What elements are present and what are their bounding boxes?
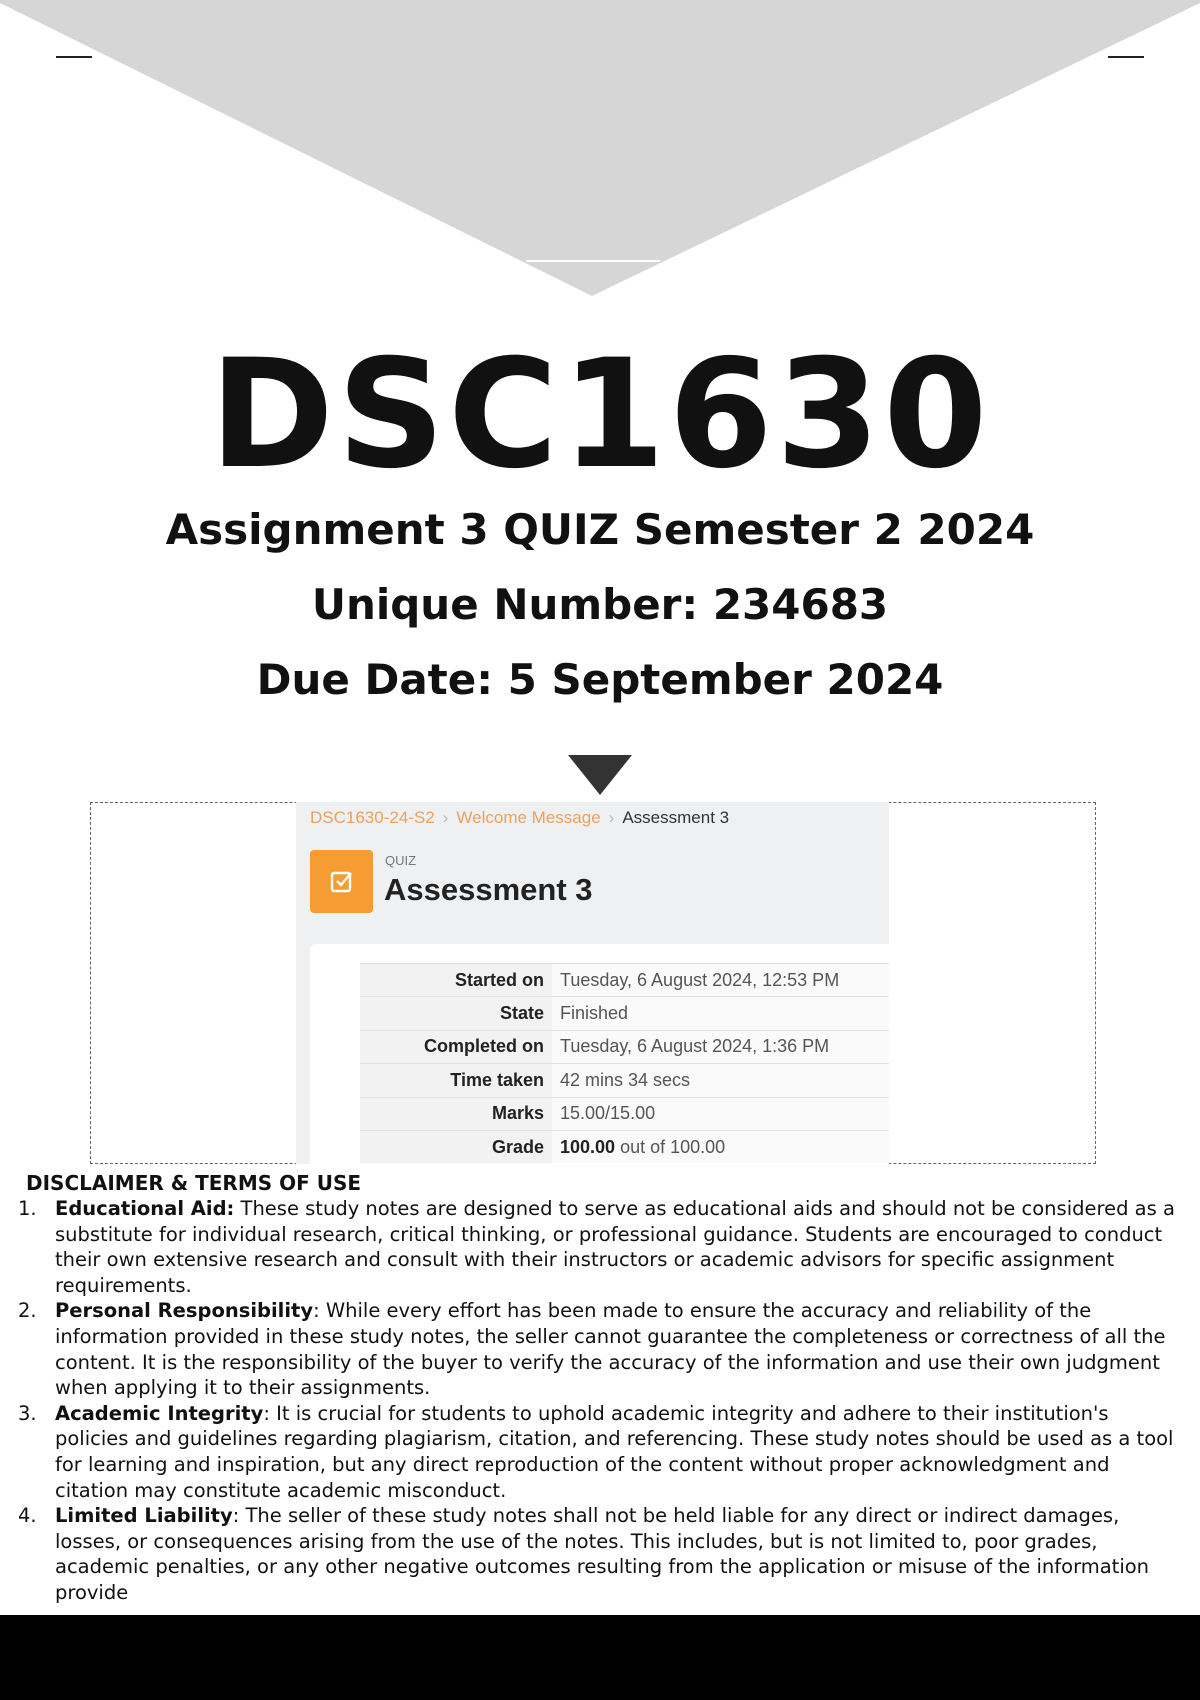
item-title: Limited Liability: [55, 1504, 233, 1528]
row-label: Time taken: [360, 1064, 552, 1097]
breadcrumb-section[interactable]: Welcome Message: [456, 808, 601, 827]
course-code: DSC1630: [209, 328, 991, 502]
list-item: [0, 1503, 1200, 1605]
breadcrumb: [310, 808, 729, 828]
item-text: : The seller of these study notes shall not be held liable for any direct or indirect damages, losses, or consequences arising from the use of the notes. This includes, but is not limited to, poor grades, academic penalties, or any other negative outcomes resulting from the application or misuse of the information provide: [55, 1504, 1150, 1604]
item-text: : While every effort has been made to ensure the accuracy and reliability of the information provided in these study notes, the seller cannot guarantee the completeness or correctness of all the content. It is the responsibility of the buyer to verify the accuracy of the information and use their own judgment when applying it to their assignments.: [55, 1299, 1166, 1400]
table-row: [360, 1097, 889, 1130]
row-label: Grade: [360, 1130, 552, 1163]
item-title: Personal Responsibility: [55, 1299, 314, 1323]
row-label: Marks: [360, 1097, 552, 1130]
row-label: State: [360, 997, 552, 1030]
quiz-title: Assessment 3: [384, 872, 593, 907]
item-number: 4.: [18, 1504, 37, 1528]
row-label: Started on: [360, 964, 552, 997]
table-row: [360, 964, 889, 997]
assignment-title: Assignment 3 QUIZ Semester 2 2024: [165, 505, 1035, 554]
row-value: [552, 1130, 889, 1163]
row-label: Completed on: [360, 1030, 552, 1063]
header-chevron-banner: [0, 0, 1200, 300]
list-item: [0, 1298, 1200, 1400]
row-value: 42 mins 34 secs: [552, 1064, 889, 1097]
row-value: 15.00/15.00: [552, 1097, 889, 1130]
down-arrow-icon: [568, 755, 632, 795]
table-row: [360, 1130, 889, 1163]
table-row: [360, 1064, 889, 1097]
terms-list: [0, 1196, 1200, 1606]
due-date: Due Date: 5 September 2024: [256, 655, 944, 704]
top-right-rule: [1108, 56, 1144, 58]
breadcrumb-current: Assessment 3: [622, 808, 730, 827]
list-item: [0, 1401, 1200, 1503]
item-text: These study notes are designed to serve as educational aids and should not be considered as a substitute for individual research, critical thinking, or professional guidance. Students are encouraged to conduct their own extensive research and consult with their instructors or academic advisors for specific assignment requirements.: [55, 1197, 1175, 1297]
chevron-right-icon: ›: [608, 808, 615, 827]
item-number: 1.: [18, 1197, 37, 1220]
row-value: Finished: [552, 997, 889, 1030]
disclaimer-title: DISCLAIMER & TERMS OF USE: [26, 1171, 362, 1195]
table-row: [360, 997, 889, 1030]
row-value: Tuesday, 6 August 2024, 12:53 PM: [552, 964, 889, 997]
quiz-icon: [310, 850, 373, 913]
grade-value: 100.00: [560, 1136, 616, 1157]
quiz-result-screenshot: [296, 802, 889, 1164]
chevron-right-icon: ›: [442, 808, 449, 827]
item-title: Academic Integrity: [55, 1401, 264, 1425]
item-number: 3.: [18, 1401, 37, 1425]
breadcrumb-course[interactable]: DSC1630-24-S2: [310, 808, 435, 827]
row-value: Tuesday, 6 August 2024, 1:36 PM: [552, 1030, 889, 1063]
item-number: 2.: [18, 1299, 37, 1323]
activity-type-label: QUIZ: [385, 853, 417, 868]
list-item: [0, 1196, 1200, 1298]
table-row: [360, 1030, 889, 1063]
attempt-summary-table: [360, 963, 889, 1163]
footer-bar: [0, 1615, 1200, 1700]
item-title: Educational Aid:: [55, 1197, 235, 1220]
item-text: : It is crucial for students to uphold academic integrity and adhere to their institution's policies and guidelines regarding plagiarism, citation, and referencing. These study notes should be used as a tool for learning and inspiration, but any direct reproduction of the content without proper acknowledgment and citation may constitute academic misconduct.: [55, 1401, 1174, 1502]
top-left-rule: [56, 56, 92, 58]
grade-out-of: out of 100.00: [615, 1136, 726, 1157]
unique-number: Unique Number: 234683: [311, 580, 889, 629]
